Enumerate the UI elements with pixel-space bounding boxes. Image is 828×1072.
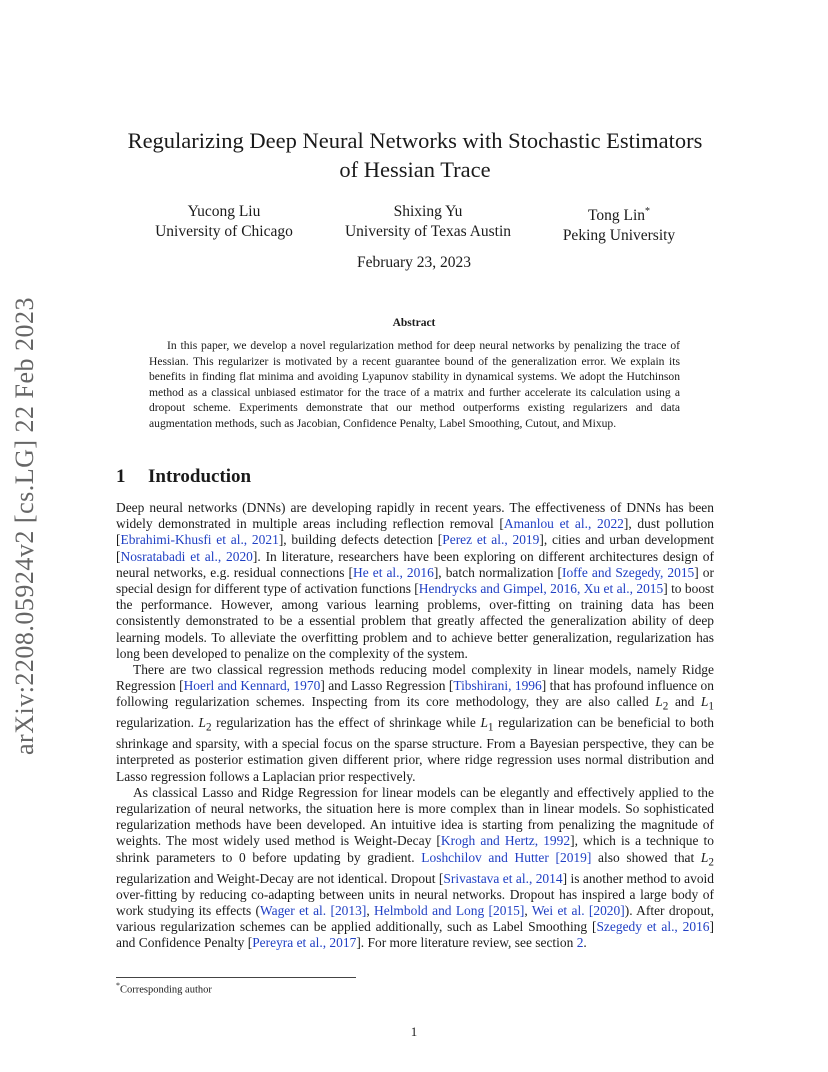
paragraph-1 — [116, 500, 714, 662]
text: regularization has the effect of shrinkage while — [211, 715, 481, 731]
abstract-heading: Abstract — [392, 317, 436, 329]
text: ], building defects detection [ — [278, 532, 443, 548]
text: As classical Lasso and Ridge Regression for linear models can be elegantly and effectively applied to the regularization of neural networks, the situation here is more complex than in linear models. So sophisticated regularization methods have been developed. An intuitive idea is starting from penalizing the magnitude of weights. The most widely used method is Weight-Decay [ — [116, 784, 714, 849]
abstract-text: In this paper, we develop a novel regularization method for deep neural networks by penalizing the trace of Hessian. This regularizer is motivated by a recent guarantee bound of the generalization error. We explain its benefits in finding flat minima and avoiding Lyapunov stability in dynamical systems. We adopt the Hutchinson method as a classical unbiased estimator for the trace of a matrix and further accelerate its calculation using a dropout scheme. Experiments demonstrate that our method outperforms existing regularizers and data augmentation methods, such as Jacobian, Confidence Penalty, Label Smoothing, Cutout, and Mixup. — [149, 339, 680, 430]
text: There are two classical regression methods reducing model complexity in linear models, namely Ridge Regression [ — [116, 662, 714, 694]
text: ] that has profound influence on following regularization schemes. Inspecting from its core methodology, they are also called — [116, 678, 714, 710]
author-affiliation: Peking University — [562, 227, 676, 245]
text: , — [524, 902, 532, 918]
citation-link[interactable]: Helmbold and Long [2015] — [374, 902, 525, 918]
citation-link[interactable]: Hendrycks and Gimpel, 2016, Xu et al., 2015 — [418, 581, 664, 597]
citation-link[interactable]: Hoerl and Kennard, 1970 — [183, 678, 321, 694]
citation-link[interactable]: Amanlou et al., 2022 — [503, 516, 624, 532]
introduction-body — [116, 500, 714, 952]
citation-link[interactable]: Wager et al. [2013] — [260, 902, 367, 918]
arxiv-identifier-stamp: arXiv:2208.05924v2 [cs.LG] 22 Feb 2023 — [10, 296, 39, 755]
page-number: 1 — [410, 1024, 418, 1039]
text: Deep neural networks (DNNs) are developing rapidly in recent years. The effectiveness of DNNs has been widely demonstrated in multiple areas including reflection removal [ — [116, 500, 714, 532]
math-subscript: 2 — [708, 856, 714, 869]
paragraph-2 — [116, 662, 714, 785]
text: ] is another method to avoid over-fitting by reducing co-adapting between units in neural networks. Dropout has inspired a large body of work studying its effects ( — [116, 870, 714, 918]
paper-title — [110, 126, 720, 184]
text: ] to boost the performance. However, among various learning problems, over-fitting on training data has been consistently demonstrated to be a essential problem that greatly affected the generalization ability of deep learning models. To alleviate the overfitting problem and to achieve better generalization, regularization has long been developed to penalize on the complexity of the system. — [116, 581, 715, 661]
text: regularization and Weight-Decay are not identical. Dropout [ — [116, 870, 444, 886]
citation-link[interactable]: Nosratabadi et al., 2020 — [120, 548, 253, 564]
citation-link[interactable]: Ebrahimi-Khusfi et al., 2021 — [120, 532, 279, 548]
text: ], batch normalization [ — [433, 564, 562, 580]
author-block-2 — [330, 202, 526, 242]
math-subscript: 1 — [708, 701, 714, 714]
text: also showed that — [591, 849, 701, 865]
author-block-3 — [550, 202, 688, 246]
citation-link[interactable]: Ioffe and Szegedy, 2015 — [561, 564, 695, 580]
citation-link[interactable]: Loshchilov and Hutter [2019] — [421, 849, 592, 865]
text: ). After dropout, various regularization schemes can be applied additionally, such as Label Smoothing [ — [116, 902, 715, 935]
math-symbol: L — [480, 715, 488, 731]
citation-link[interactable]: Perez et al., 2019 — [442, 532, 540, 548]
text: regularization. — [116, 715, 199, 731]
text: ], dust pollution [ — [116, 516, 715, 548]
section-heading — [116, 466, 716, 488]
text: and — [668, 694, 701, 710]
text: ] and Lasso Regression [ — [320, 678, 454, 694]
text: , — [366, 902, 375, 918]
section-title: Introduction — [148, 466, 252, 487]
author-block-1 — [145, 202, 303, 242]
text: ]. In literature, researchers have been exploring on different architectures design of neural networks, e.g. residual connections [ — [116, 548, 714, 580]
citation-link[interactable]: He et al., 2016 — [353, 564, 434, 580]
footnote-divider — [116, 977, 356, 978]
footnote-text: Corresponding author — [120, 984, 212, 996]
text: ], which is a technique to shrink parameters to 0 before updating by gradient. — [116, 833, 714, 865]
publication-date: February 23, 2023 — [356, 254, 472, 271]
text: regularization can be beneficial to both shrinkage and sparsity, with a special focus on the sparse structure. From a Bayesian perspective, they can be interpreted as posterior estimation given different prior, where ridge regression uses normal distribution and Lasso regression follows a Laplacian prior respectively. — [116, 715, 714, 784]
citation-link[interactable]: Tibshirani, 1996 — [453, 678, 542, 694]
footnote — [116, 981, 516, 996]
citation-link[interactable]: Szegedy et al., 2016 — [596, 919, 710, 935]
author-affiliation: University of Chicago — [155, 223, 293, 240]
author-name: Tong Lin* — [587, 206, 651, 225]
footnote-marker: * — [645, 206, 651, 217]
author-name: Yucong Liu — [187, 203, 261, 220]
math-symbol: L — [700, 694, 709, 710]
footnote-marker: * — [116, 981, 120, 990]
math-subscript: 2 — [662, 701, 669, 714]
math-subscript: 1 — [487, 722, 494, 735]
math-subscript: 2 — [206, 722, 212, 735]
citation-link[interactable]: Srivastava et al., 2014 — [443, 870, 563, 886]
text: ]. For more literature review, see section — [356, 935, 577, 951]
citation-link[interactable]: Wei et al. [2020] — [531, 902, 625, 918]
text: ] and Confidence Penalty [ — [116, 919, 714, 951]
section-number: 1 — [116, 466, 126, 487]
title-line-1: Regularizing Deep Neural Networks with Stochastic Estimators — [127, 128, 703, 153]
section-reference-link[interactable]: 2 — [576, 935, 584, 951]
title-line-2: of Hessian Trace — [339, 157, 491, 182]
text: . — [583, 935, 587, 951]
paragraph-3 — [116, 785, 714, 952]
author-affiliation: University of Texas Austin — [344, 223, 512, 240]
author-name: Shixing Yu — [393, 203, 463, 220]
text: ] or special design for different type of activation functions [ — [116, 564, 714, 597]
text: ], cities and urban development [ — [116, 532, 714, 564]
math-symbol: L — [655, 694, 663, 710]
citation-link[interactable]: Pereyra et al., 2017 — [252, 935, 357, 951]
math-symbol: L — [198, 715, 206, 731]
citation-link[interactable]: Krogh and Hertz, 1992 — [440, 833, 571, 849]
math-symbol: L — [700, 849, 709, 865]
